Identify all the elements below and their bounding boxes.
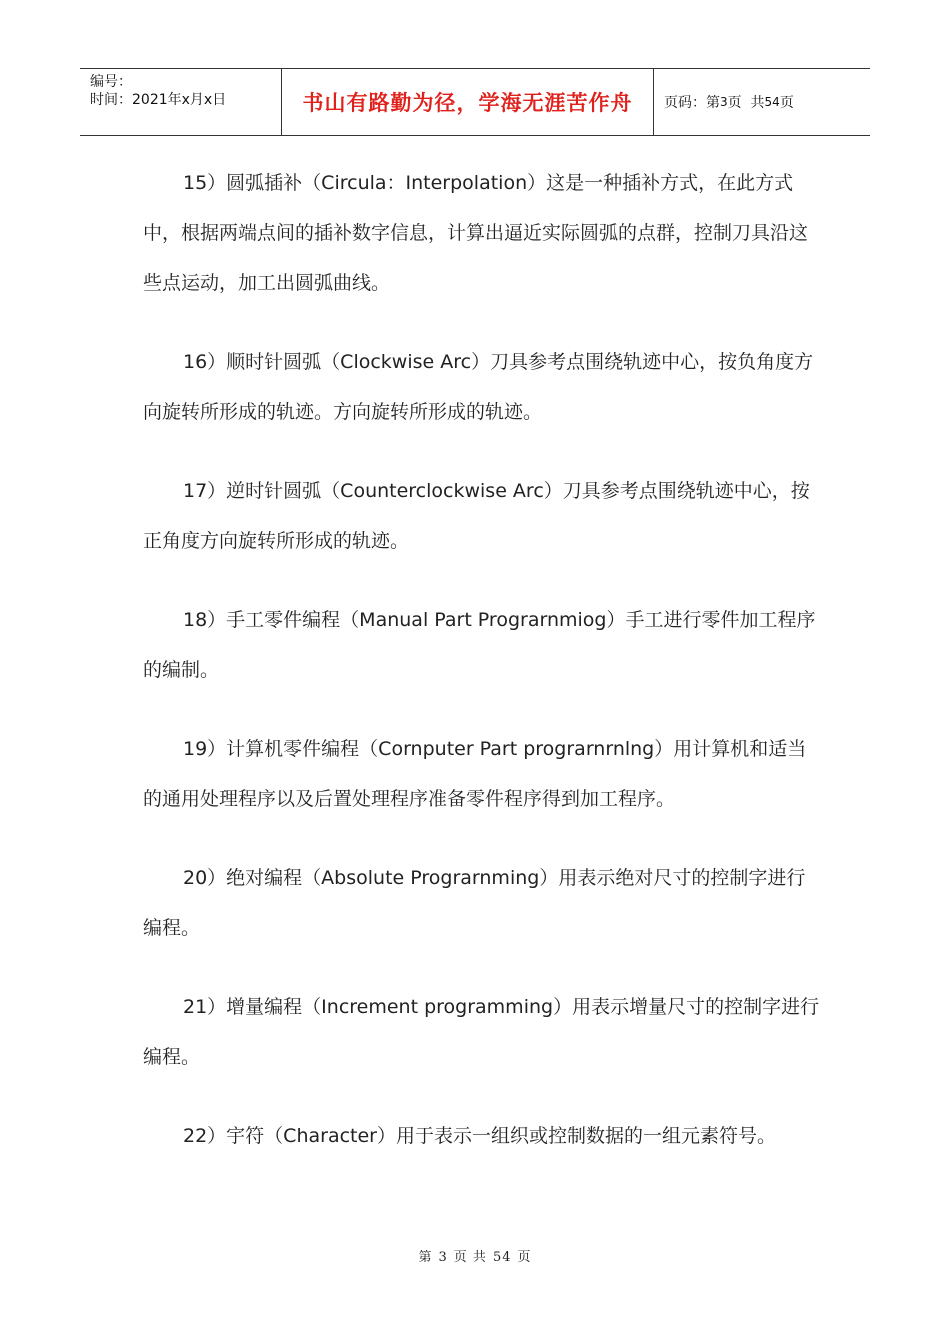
footer-prefix: 第 (418, 1250, 433, 1265)
page-suffix: 页 (779, 95, 794, 111)
page-footer (0, 1246, 950, 1265)
definition-paragraph: 22）宇符（Character）用于表示一组织或控制数据的一组元素符号。 (183, 1125, 776, 1147)
document-number-label: 编号： (90, 74, 132, 90)
footer-mid: 页 共 (453, 1250, 487, 1265)
page-mid: 页 共 (727, 95, 765, 111)
page-total: 54 (764, 95, 780, 109)
definition-paragraph: 15）圆弧插补（Circula：Interpolation）这是一种插补方式，在此方式中，根据两端点间的插补数字信息，计算出逼近实际圆弧的点群，控制刀具沿这些点运动，加工出圆弧曲线。 (143, 172, 809, 294)
definition-paragraph: 20）绝对编程（Absolute Prograrnming）用表示绝对尺寸的控制字进行编程。 (143, 867, 806, 939)
page-header (80, 68, 870, 136)
footer-total-pages: 54 (492, 1250, 512, 1265)
header-page-indicator (654, 69, 870, 135)
page-prefix: 页码：第 (664, 95, 720, 111)
definition-paragraph: 18）手工零件编程（Manual Part Prograrnmiog）手工进行零件加工程序的编制。 (143, 609, 816, 681)
footer-suffix: 页 (517, 1250, 532, 1265)
definition-paragraph: 17）逆时针圆弧（Counterclockwise Arc）刀具参考点围绕轨迹中心，按正角度方向旋转所形成的轨迹。 (143, 480, 810, 552)
definition-paragraph: 19）计算机零件编程（Cornputer Part prograrnrnlng）用计算机和适当的通用处理程序以及后置处理程序准备零件程序得到加工程序。 (143, 738, 807, 810)
page-current: 3 (720, 95, 728, 109)
footer-current-page: 3 (438, 1250, 448, 1265)
document-body (143, 158, 823, 1190)
definition-paragraph: 21）增量编程（Increment programming）用表示增量尺寸的控制字进行编程。 (143, 996, 820, 1068)
header-motto: 书山有路勤为径，学海无涯苦作舟 (282, 69, 654, 135)
header-meta (80, 69, 282, 135)
definition-paragraph: 16）顺时针圆弧（Clockwise Arc）刀具参考点围绕轨迹中心，按负角度方向旋转所形成的轨迹。方向旋转所形成的轨迹。 (143, 351, 814, 423)
document-date: 时间：2021年x月x日 (90, 92, 227, 108)
